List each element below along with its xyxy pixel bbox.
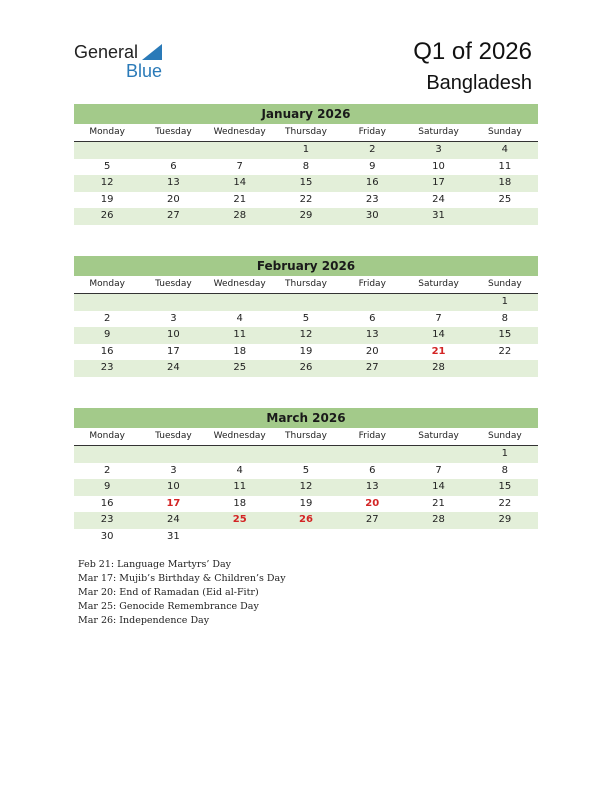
weekday-label: Sunday [487, 127, 522, 137]
day-cell: 2 [369, 144, 376, 155]
weekday-header-row [74, 276, 538, 294]
week-row [74, 327, 538, 344]
holiday-notes [78, 558, 286, 628]
month-title: March 2026 [74, 408, 538, 428]
day-cell: 6 [369, 464, 376, 476]
holiday-day-cell: 25 [232, 514, 247, 525]
day-cell: 24 [167, 514, 180, 525]
day-cell: 13 [167, 177, 180, 188]
country-name: Bangladesh [426, 72, 532, 94]
weekday-label: Sunday [487, 279, 522, 289]
day-cell: 7 [435, 312, 442, 324]
day-cell: 22 [299, 193, 313, 205]
day-cell [472, 360, 538, 377]
day-cell: 24 [432, 193, 445, 205]
day-cell: 13 [365, 481, 379, 492]
weekday-label: Wednesday [213, 279, 266, 289]
day-cell: 8 [501, 464, 509, 476]
day-cell: 5 [302, 464, 310, 476]
week-row [74, 159, 538, 176]
week-row [74, 208, 538, 225]
day-cell [74, 142, 140, 159]
day-cell [140, 446, 206, 463]
holiday-day-cell: 21 [431, 345, 446, 357]
day-cell: 10 [167, 329, 180, 340]
weekday-label: Tuesday [155, 127, 192, 137]
day-cell: 10 [432, 160, 445, 172]
day-cell: 12 [299, 329, 313, 340]
holiday-note: Feb 21: Language Martyrs’ Day [78, 559, 232, 570]
brand-logo [74, 42, 162, 80]
day-cell: 25 [498, 193, 512, 205]
day-cell: 22 [498, 345, 512, 357]
logo-triangle-icon [142, 44, 162, 60]
weekday-label: Friday [358, 431, 386, 441]
day-cell [339, 294, 405, 311]
day-cell: 8 [501, 312, 509, 324]
day-cell: 25 [233, 362, 247, 373]
day-cell [207, 446, 273, 463]
day-cell: 16 [100, 345, 114, 357]
day-cell: 21 [233, 193, 247, 205]
day-cell: 13 [365, 329, 379, 340]
day-cell: 28 [432, 514, 445, 525]
weekday-label: Saturday [418, 279, 459, 289]
day-cell: 9 [103, 329, 111, 340]
holiday-note: Mar 20: End of Ramadan (Eid al-Fitr) [78, 587, 259, 598]
day-cell [207, 529, 273, 546]
day-cell: 23 [100, 362, 114, 373]
weekday-label: Monday [89, 279, 125, 289]
page-title: Q1 of 2026 [413, 38, 532, 65]
day-cell [273, 446, 339, 463]
month-title: February 2026 [74, 256, 538, 276]
day-cell: 12 [100, 177, 114, 188]
day-cell: 31 [167, 530, 180, 542]
day-cell: 5 [302, 312, 310, 324]
day-cell [405, 529, 471, 546]
day-cell [207, 294, 273, 311]
day-cell: 3 [435, 144, 442, 155]
day-cell [339, 529, 405, 546]
weekday-header-row [74, 124, 538, 142]
day-cell: 14 [432, 481, 445, 492]
day-cell: 29 [498, 514, 512, 525]
day-cell: 12 [299, 481, 313, 492]
week-row [74, 142, 538, 159]
week-row [74, 175, 538, 192]
day-cell: 22 [498, 497, 512, 509]
day-cell [405, 446, 471, 463]
day-cell [207, 142, 273, 159]
holiday-note: Mar 26: Independence Day [78, 615, 210, 626]
day-cell [472, 529, 538, 546]
day-cell: 2 [103, 312, 111, 324]
day-cell: 19 [299, 345, 313, 357]
day-cell: 27 [365, 362, 379, 373]
month-title: January 2026 [74, 104, 538, 124]
logo-text-blue: Blue [126, 61, 163, 81]
day-cell: 2 [103, 464, 111, 476]
day-cell: 9 [369, 160, 376, 172]
holiday-day-cell: 26 [299, 514, 313, 525]
day-cell: 23 [100, 514, 114, 525]
holiday-note: Mar 17: Mujib’s Birthday & Children’s Day [78, 573, 286, 584]
day-cell: 17 [432, 177, 445, 188]
week-row [74, 479, 538, 496]
holiday-day-cell: 20 [365, 497, 380, 509]
day-cell: 1 [501, 448, 509, 459]
day-cell: 9 [103, 481, 111, 492]
day-cell: 4 [236, 312, 243, 324]
weekday-label: Wednesday [213, 431, 266, 441]
day-cell: 3 [170, 464, 177, 476]
day-cell: 14 [432, 329, 445, 340]
day-cell: 3 [170, 312, 177, 324]
day-cell: 1 [501, 296, 509, 307]
week-row [74, 344, 538, 361]
day-cell: 6 [369, 312, 376, 324]
page-header [413, 38, 532, 96]
weekday-label: Saturday [418, 127, 459, 137]
weekday-label: Saturday [418, 431, 459, 441]
weekday-label: Monday [89, 127, 125, 137]
day-cell: 19 [299, 497, 313, 509]
day-cell: 16 [100, 497, 114, 509]
day-cell: 11 [498, 160, 512, 172]
day-cell: 26 [100, 210, 114, 221]
weekday-label: Friday [358, 279, 386, 289]
week-row [74, 446, 538, 463]
week-row [74, 360, 538, 377]
day-cell: 27 [365, 514, 379, 525]
weekday-label: Monday [89, 431, 125, 441]
day-cell: 23 [365, 193, 379, 205]
weekday-label: Thursday [285, 127, 327, 137]
weekday-header-row [74, 428, 538, 446]
day-cell: 8 [302, 160, 310, 172]
day-cell: 4 [236, 464, 243, 476]
day-cell: 15 [498, 329, 512, 340]
day-cell: 5 [103, 160, 111, 172]
holiday-note: Mar 25: Genocide Remembrance Day [78, 601, 259, 612]
day-cell: 14 [233, 177, 247, 188]
day-cell: 31 [432, 210, 445, 221]
day-cell: 19 [100, 193, 114, 205]
weekday-label: Thursday [285, 279, 327, 289]
day-cell: 30 [100, 530, 114, 542]
week-row [74, 463, 538, 480]
day-cell: 28 [432, 362, 445, 373]
holiday-day-cell: 17 [166, 497, 181, 509]
day-cell: 15 [299, 177, 313, 188]
day-cell: 10 [167, 481, 180, 492]
day-cell [74, 446, 140, 463]
day-cell: 20 [167, 193, 180, 205]
day-cell: 1 [302, 144, 310, 155]
day-cell [140, 142, 206, 159]
day-cell: 27 [167, 210, 180, 221]
week-row [74, 294, 538, 311]
day-cell [405, 294, 471, 311]
weekday-label: Wednesday [213, 127, 266, 137]
day-cell [339, 446, 405, 463]
day-cell: 18 [233, 497, 247, 509]
weekday-label: Tuesday [155, 279, 192, 289]
day-cell: 7 [236, 160, 243, 172]
month-calendar [74, 408, 538, 545]
day-cell: 26 [299, 362, 313, 373]
day-cell [273, 294, 339, 311]
day-cell: 16 [365, 177, 379, 188]
week-row [74, 529, 538, 546]
day-cell: 30 [365, 210, 379, 221]
day-cell [472, 208, 538, 225]
day-cell: 28 [233, 210, 247, 221]
month-calendar [74, 256, 538, 377]
weekday-label: Tuesday [155, 431, 192, 441]
day-cell: 18 [233, 345, 247, 357]
week-row [74, 512, 538, 529]
day-cell [140, 294, 206, 311]
logo-text-general: General [74, 42, 139, 62]
day-cell: 4 [501, 144, 509, 155]
day-cell: 7 [435, 464, 442, 476]
weekday-label: Friday [358, 127, 386, 137]
day-cell: 11 [233, 329, 247, 340]
week-row [74, 192, 538, 209]
day-cell: 6 [170, 160, 177, 172]
week-row [74, 496, 538, 513]
week-row [74, 311, 538, 328]
day-cell: 29 [299, 210, 313, 221]
weekday-label: Sunday [487, 431, 522, 441]
day-cell: 18 [498, 177, 512, 188]
month-calendar [74, 104, 538, 225]
day-cell: 17 [167, 345, 180, 357]
day-cell: 20 [365, 345, 379, 357]
day-cell: 24 [167, 362, 180, 373]
weekday-label: Thursday [285, 431, 327, 441]
day-cell: 11 [233, 481, 247, 492]
day-cell: 15 [498, 481, 512, 492]
day-cell [273, 529, 339, 546]
day-cell: 21 [432, 497, 445, 509]
day-cell [74, 294, 140, 311]
